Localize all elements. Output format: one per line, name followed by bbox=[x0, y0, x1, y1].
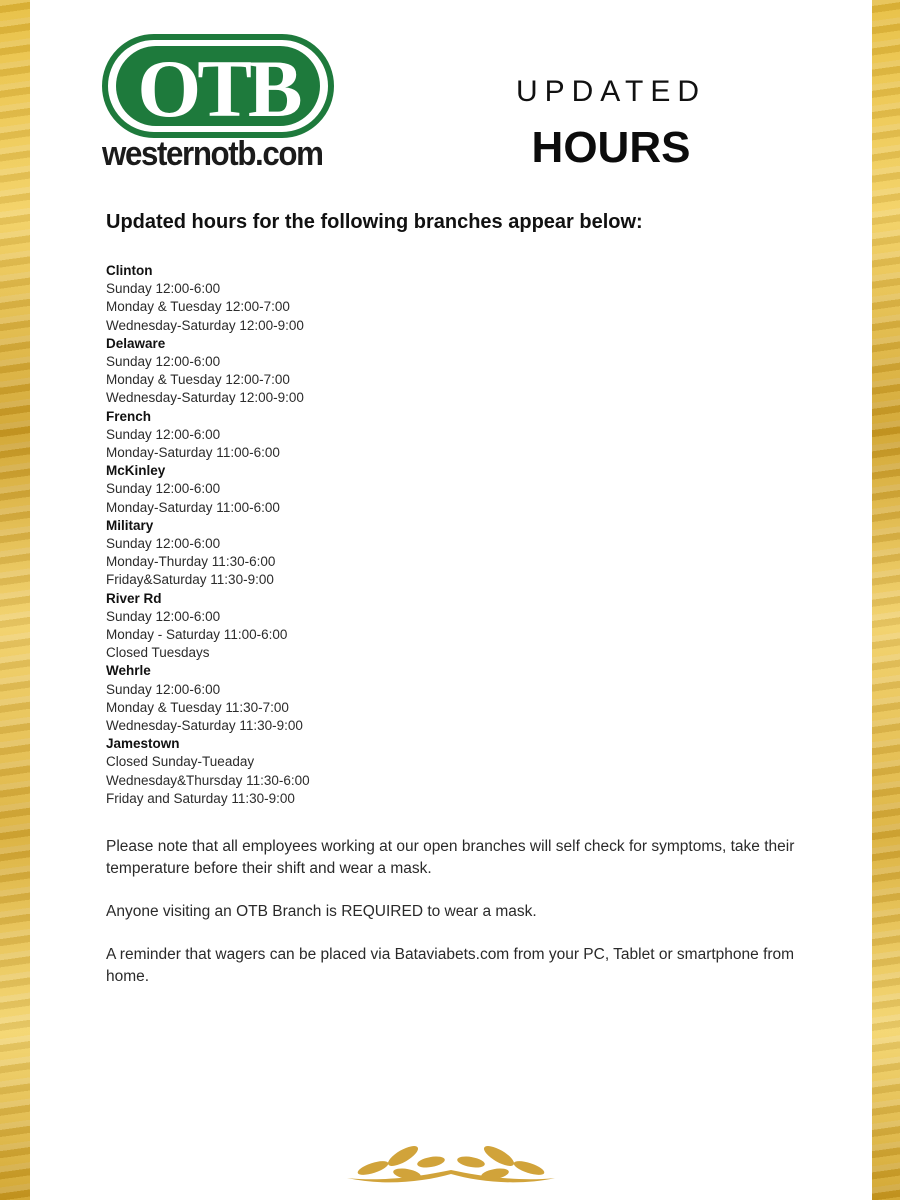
branch-river-rd bbox=[106, 590, 806, 663]
branch-delaware bbox=[106, 335, 806, 408]
branch-hours-line: Friday and Saturday 11:30-9:00 bbox=[106, 790, 295, 806]
otb-logo-mark bbox=[102, 34, 334, 138]
heading-updated: UPDATED bbox=[515, 75, 707, 108]
branch-hours-line: Friday&Saturday 11:30-9:00 bbox=[106, 572, 274, 588]
branch-hours-line: Monday & Tuesday 11:30-7:00 bbox=[106, 699, 289, 715]
otb-logo bbox=[102, 34, 334, 172]
intro-text: Updated hours for the following branches appear below: bbox=[106, 211, 643, 233]
branch-hours-line: Monday & Tuesday 12:00-7:00 bbox=[106, 372, 290, 388]
branch-name: McKinley bbox=[106, 463, 166, 479]
branch-name: French bbox=[106, 408, 152, 424]
branch-french bbox=[106, 408, 806, 463]
branch-hours-line: Monday-Saturday 11:00-6:00 bbox=[106, 445, 280, 461]
branch-military bbox=[106, 517, 806, 590]
branch-hours-line: Monday-Thurday 11:30-6:00 bbox=[106, 554, 276, 570]
flyer-page bbox=[30, 0, 872, 1200]
branch-hours-line: Monday-Saturday 11:00-6:00 bbox=[106, 499, 280, 515]
notes-section bbox=[106, 836, 796, 1009]
branch-hours-line: Sunday 12:00-6:00 bbox=[106, 608, 221, 624]
branch-hours-line: Closed Tuesdays bbox=[106, 645, 210, 661]
branch-name: Military bbox=[106, 517, 154, 533]
branch-hours-line: Monday & Tuesday 12:00-7:00 bbox=[106, 299, 290, 315]
branch-name: Jamestown bbox=[106, 736, 180, 752]
branch-hours-line: Closed Sunday-Tueaday bbox=[106, 754, 255, 770]
branch-wehrle bbox=[106, 662, 806, 735]
logo-website: westernotb.com bbox=[102, 135, 323, 173]
gold-border-left bbox=[0, 0, 30, 1200]
branch-hours-line: Monday - Saturday 11:00-6:00 bbox=[106, 627, 288, 643]
branch-jamestown bbox=[106, 735, 806, 808]
branch-hours-line: Sunday 12:00-6:00 bbox=[106, 281, 221, 297]
branch-hours-line: Sunday 12:00-6:00 bbox=[106, 681, 221, 697]
branch-hours-line: Wednesday&Thursday 11:30-6:00 bbox=[106, 772, 310, 788]
branch-name: Wehrle bbox=[106, 663, 151, 679]
note-employee-safety: Please note that all employees working at our open branches will self check for symptoms, take their temperature before their shift and wear a mask. bbox=[106, 838, 795, 877]
note-mask-required: Anyone visiting an OTB Branch is REQUIRED to wear a mask. bbox=[106, 903, 537, 920]
branch-name: River Rd bbox=[106, 590, 162, 606]
branch-name: Delaware bbox=[106, 335, 166, 351]
branch-hours-line: Sunday 12:00-6:00 bbox=[106, 481, 221, 497]
branch-hours-line: Wednesday-Saturday 12:00-9:00 bbox=[106, 390, 304, 406]
heading-hours: HOURS bbox=[531, 123, 691, 172]
branch-hours-line: Wednesday-Saturday 12:00-9:00 bbox=[106, 317, 304, 333]
note-online-wagers: A reminder that wagers can be placed via Bataviabets.com from your PC, Tablet or smartphone from home. bbox=[106, 946, 795, 985]
branch-list bbox=[106, 262, 806, 808]
branch-mckinley bbox=[106, 462, 806, 517]
branch-hours-line: Sunday 12:00-6:00 bbox=[106, 536, 221, 552]
branch-hours-line: Wednesday-Saturday 11:30-9:00 bbox=[106, 718, 303, 734]
branch-clinton bbox=[106, 262, 806, 335]
gold-border-right bbox=[872, 0, 900, 1200]
branch-name: Clinton bbox=[106, 263, 153, 278]
branch-hours-line: Sunday 12:00-6:00 bbox=[106, 354, 221, 370]
logo-letters: OTB bbox=[137, 43, 299, 134]
branch-hours-line: Sunday 12:00-6:00 bbox=[106, 426, 221, 442]
laurel-branch-icon bbox=[343, 1138, 559, 1190]
